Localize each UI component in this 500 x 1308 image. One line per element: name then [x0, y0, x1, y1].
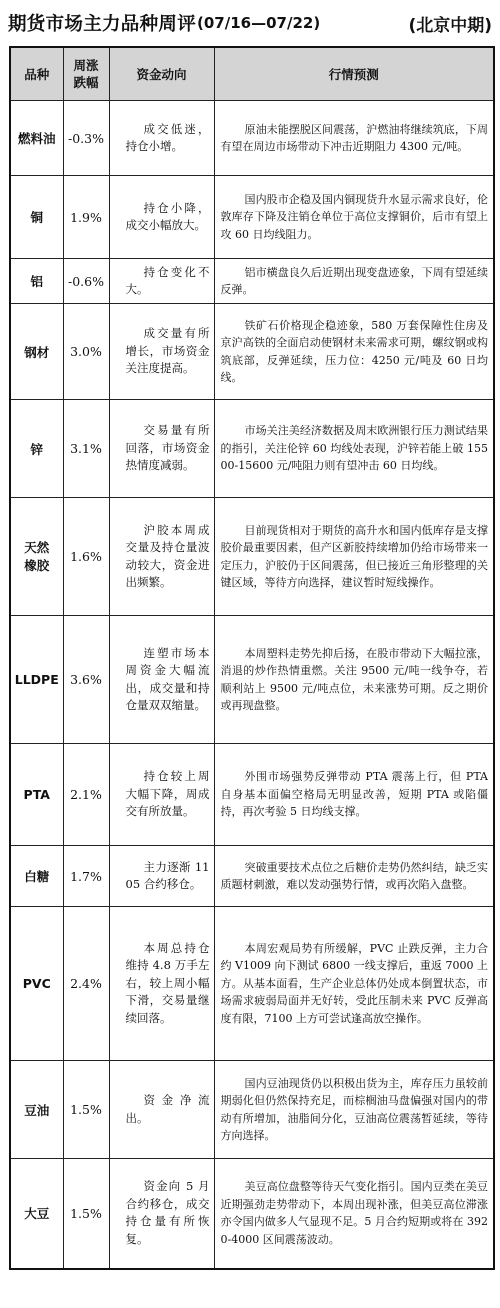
- weekly-change: 2.4%: [70, 976, 102, 991]
- fund-flow-cell: [109, 846, 214, 907]
- weekly-change: 3.0%: [70, 344, 102, 359]
- forecast-cell: [214, 616, 494, 744]
- forecast-cell: [214, 1159, 494, 1269]
- weekly-change: 2.1%: [70, 787, 102, 802]
- table-row: [10, 304, 494, 400]
- forecast-text: 市场关注美经济数据及周末欧洲银行压力测试结果的指引，关注伦锌 60 均线处表现，沪锌若能上破 15500-15600 元/吨阻力则有望冲击 60 日均线。: [220, 424, 488, 473]
- forecast-cell: [214, 176, 494, 259]
- forecast-cell: [214, 101, 494, 176]
- column-header: [63, 47, 109, 101]
- title-main: 期货市场主力品种周评: [8, 14, 197, 35]
- fund-flow-cell: [109, 744, 214, 846]
- forecast-cell: [214, 1061, 494, 1159]
- fund-flow-cell: [109, 304, 214, 400]
- commodity-name-cell: [10, 907, 63, 1061]
- weekly-change: 3.6%: [70, 672, 102, 687]
- weekly-change-cell: [63, 400, 109, 498]
- commodity-name: 白糖: [24, 869, 50, 884]
- fund-flow-text: 交易量有所回落，市场资金热情度减弱。: [125, 423, 210, 473]
- forecast-text: 铁矿石价格现企稳迹象，580 万套保障性住房及京沪高铁的全面启动使钢材未来需求可期，螺纹钢或构筑底部，反弹延续，压力位：4250 元/吨及 60 日均线。: [220, 318, 488, 384]
- page-title: [8, 6, 494, 40]
- commodity-name: LLDPE: [14, 672, 59, 687]
- fund-flow-cell: [109, 101, 214, 176]
- weekly-change-cell: [63, 1159, 109, 1269]
- column-header: [10, 47, 63, 101]
- commodity-name-cell: [10, 101, 63, 176]
- forecast-text: 美豆高位盘整等待天气变化指引。国内豆类在美豆近期强劲走势带动下，本周出现补涨，但美豆高位滞涨亦令国内做多人气显现不足。5 月合约短期或将在 3920-4000 区间震荡波动。: [220, 1180, 488, 1246]
- forecast-text: 原油未能摆脱区间震荡，沪燃油将继续筑底，下周有望在周边市场带动下冲击近期阻力 4300 元/吨。: [220, 122, 488, 153]
- title-source: (北京中期): [408, 15, 492, 36]
- table-row: [10, 1061, 494, 1159]
- commodity-name-cell: [10, 846, 63, 907]
- fund-flow-text: 持仓变化不大。: [125, 264, 210, 296]
- weekly-change-cell: [63, 176, 109, 259]
- fund-flow-cell: [109, 400, 214, 498]
- fund-flow-text: 成交低迷，持仓小增。: [125, 121, 210, 153]
- table-row: [10, 616, 494, 744]
- forecast-text: 本周塑料走势先抑后扬，在股市带动下大幅拉涨，消退的炒作热情重燃。关注 9500 元/吨一线争夺，若顺利站上 9500 元/吨点位，未来涨势可期。反之期价或再现盘整。: [220, 646, 488, 712]
- commodity-name-cell: [10, 304, 63, 400]
- fund-flow-cell: [109, 498, 214, 616]
- weekly-change-cell: [63, 846, 109, 907]
- forecast-text: 国内股市企稳及国内铜现货升水显示需求良好，伦敦库存下降及注销仓单位于高位支撑铜价，后市有望上攻 60 日均线阻力。: [220, 192, 488, 241]
- table-row: [10, 1159, 494, 1269]
- commodity-name-cell: [10, 498, 63, 616]
- weekly-change-cell: [63, 259, 109, 304]
- column-header-label: 周涨跌幅: [73, 58, 99, 90]
- commodity-name-cell: [10, 1061, 63, 1159]
- fund-flow-text: 本周总持仓维持 4.8 万手左右，较上周小幅下滑，交易量继续回落。: [125, 940, 210, 1025]
- table-row: [10, 744, 494, 846]
- forecast-cell: [214, 846, 494, 907]
- weekly-change-cell: [63, 616, 109, 744]
- forecast-text: 国内豆油现货仍以积极出货为主，库存压力虽较前期弱化但仍然保持充足，而棕榈油马盘偏强对国内的带动有所增加，油脂间分化，豆油高位震荡暂延续，等待方向选择。: [220, 1076, 488, 1142]
- table-header-row: [10, 47, 494, 101]
- commodity-name: 锌: [30, 441, 43, 457]
- weekly-change: 1.6%: [70, 549, 102, 564]
- fund-flow-cell: [109, 176, 214, 259]
- commodity-name: 豆油: [24, 1102, 50, 1118]
- commodity-name-cell: [10, 616, 63, 744]
- forecast-cell: [214, 304, 494, 400]
- commodity-name: 钢材: [24, 344, 50, 360]
- commodity-name: PVC: [22, 976, 51, 991]
- commodity-name: 大豆: [24, 1206, 50, 1222]
- fund-flow-cell: [109, 907, 214, 1061]
- forecast-cell: [214, 259, 494, 304]
- forecast-cell: [214, 498, 494, 616]
- weekly-change-cell: [63, 744, 109, 846]
- commodity-name-cell: [10, 400, 63, 498]
- weekly-change: -0.3%: [68, 130, 104, 146]
- commodity-name: 燃料油: [17, 131, 56, 146]
- fund-flow-cell: [109, 616, 214, 744]
- weekly-change: 1.9%: [70, 209, 102, 225]
- commodity-name: PTA: [23, 787, 50, 802]
- commodity-name: 天然橡胶: [24, 539, 50, 573]
- column-header: [109, 47, 214, 101]
- weekly-change: 3.1%: [70, 441, 102, 456]
- fund-flow-text: 资金向 5 月合约移仓，成交持仓量有所恢复。: [125, 1179, 210, 1246]
- commodity-name-cell: [10, 1159, 63, 1269]
- table-row: [10, 400, 494, 498]
- forecast-text: 铝市横盘良久后近期出现变盘迹象，下周有望延续反弹。: [220, 265, 488, 296]
- column-header-label: 资金动向: [136, 66, 187, 82]
- weekly-change-cell: [63, 498, 109, 616]
- fund-flow-text: 持仓小降，成交小幅放大。: [125, 200, 210, 232]
- column-header-label: 行情预测: [328, 66, 379, 82]
- fund-flow-cell: [109, 1061, 214, 1159]
- commodity-name-cell: [10, 744, 63, 846]
- weekly-change: -0.6%: [68, 273, 104, 289]
- table-row: [10, 846, 494, 907]
- forecast-cell: [214, 744, 494, 846]
- weekly-review-table: [9, 46, 495, 1270]
- weekly-change-cell: [63, 101, 109, 176]
- weekly-change-cell: [63, 304, 109, 400]
- commodity-name-cell: [10, 259, 63, 304]
- fund-flow-text: 成交量有所增长，市场资金关注度提高。: [125, 326, 210, 376]
- weekly-change: 1.5%: [70, 1102, 102, 1117]
- forecast-cell: [214, 907, 494, 1061]
- forecast-text: 本周宏观局势有所缓解，PVC 止跌反弹，主力合约 V1009 向下测试 6800 一线支撑后，重返 7000 上方。从基本面看，生产企业总体仍处成本倒置状态，市场需求疲弱局面并无好转，受此压制未来 PVC 反弹高度有限，7100 上方可尝试逢高放空操作。: [220, 941, 488, 1025]
- table-row: [10, 101, 494, 176]
- weekly-change-cell: [63, 907, 109, 1061]
- forecast-text: 目前现货相对于期货的高升水和国内低库存是支撑胶价最重要因素，但产区新胶持续增加仍给市场带来一定压力，沪胶仍于区间震荡，但已接近三角形整理的关键区域，等待方向选择，建议暂时短线操作。: [220, 523, 488, 589]
- fund-flow-text: 主力逐渐 1105 合约移仓。: [125, 859, 210, 891]
- table-row: [10, 176, 494, 259]
- forecast-text: 突破重要技术点位之后糖价走势仍然纠结，缺乏实质题材刺激，难以发动强势行情，或再次陷入盘整。: [220, 860, 488, 891]
- weekly-change: 1.5%: [70, 1205, 102, 1221]
- weekly-change-cell: [63, 1061, 109, 1159]
- weekly-change: 1.7%: [70, 868, 102, 884]
- table-row: [10, 259, 494, 304]
- table-row: [10, 498, 494, 616]
- table-row: [10, 907, 494, 1061]
- fund-flow-text: 持仓较上周大幅下降，周成交有所放量。: [125, 769, 210, 819]
- fund-flow-text: 连塑市场本周资金大幅流出，成交量和持仓量双双缩量。: [125, 645, 210, 712]
- forecast-cell: [214, 400, 494, 498]
- fund-flow-text: 沪胶本周成交量及持仓量波动较大，资金进出频繁。: [125, 522, 210, 589]
- commodity-name-cell: [10, 176, 63, 259]
- forecast-text: 外围市场强势反弹带动 PTA 震荡上行，但 PTA 自身基本面偏空格局无明显改善，短期 PTA 或陷僵持，再次考验 5 日均线支撑。: [220, 770, 488, 819]
- commodity-name: 铜: [30, 210, 43, 225]
- commodity-name: 铝: [30, 274, 43, 289]
- title-date-range: (07/16—07/22): [197, 14, 321, 32]
- fund-flow-text: 资金净流出。: [125, 1093, 210, 1125]
- column-header-label: 品种: [24, 66, 50, 82]
- fund-flow-cell: [109, 259, 214, 304]
- column-header: [214, 47, 494, 101]
- fund-flow-cell: [109, 1159, 214, 1269]
